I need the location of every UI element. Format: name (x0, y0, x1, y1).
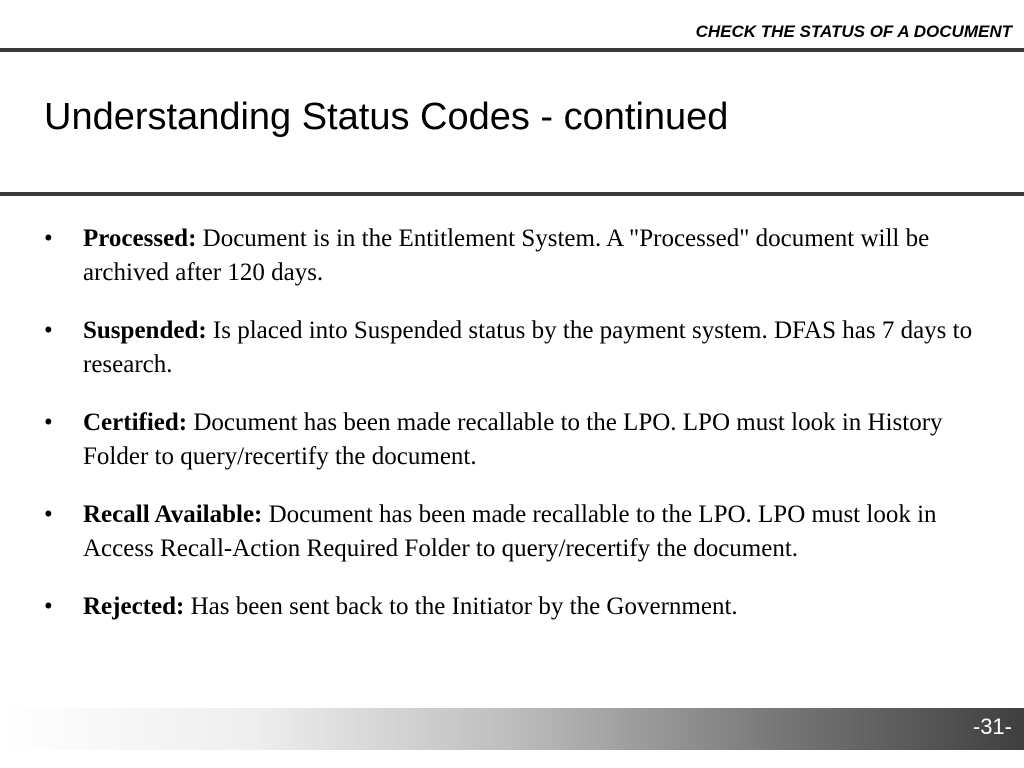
status-code-item-recall-available (44, 498, 984, 566)
bullet-icon: • (44, 409, 53, 436)
title-rule (0, 192, 1024, 196)
status-description: Document is in the Entitlement System. A "Processed" document will be archived after 120 days. (83, 225, 930, 286)
status-term: Certified: (83, 409, 188, 436)
bullet-icon: • (44, 225, 53, 252)
status-description: Document has been made recallable to the LPO. LPO must look in Access Recall-Action Required Folder to query/recertify the document. (83, 501, 937, 562)
status-code-item-processed (44, 222, 984, 290)
header-rule (0, 48, 1024, 52)
status-code-item-suspended (44, 314, 984, 382)
status-code-item-certified (44, 406, 984, 474)
bullet-icon: • (44, 593, 53, 620)
status-code-list (44, 222, 984, 648)
page-number: -31- (972, 714, 1012, 739)
slide-title: Understanding Status Codes - continued (44, 96, 729, 138)
status-description: Document has been made recallable to the LPO. LPO must look in History Folder to query/recertify the document. (83, 409, 943, 470)
bullet-icon: • (44, 501, 53, 528)
footer-gradient-band (0, 708, 1024, 750)
status-term: Recall Available: (83, 501, 263, 528)
status-term: Rejected: (83, 593, 185, 620)
status-description: Has been sent back to the Initiator by the Government. (190, 593, 738, 620)
status-term: Processed: (83, 225, 197, 252)
section-header-label: CHECK THE STATUS OF A DOCUMENT (695, 22, 1012, 41)
status-description: Is placed into Suspended status by the payment system. DFAS has 7 days to research. (83, 317, 973, 378)
status-code-item-rejected (44, 590, 984, 624)
bullet-icon: • (44, 317, 53, 344)
status-term: Suspended: (83, 317, 207, 344)
